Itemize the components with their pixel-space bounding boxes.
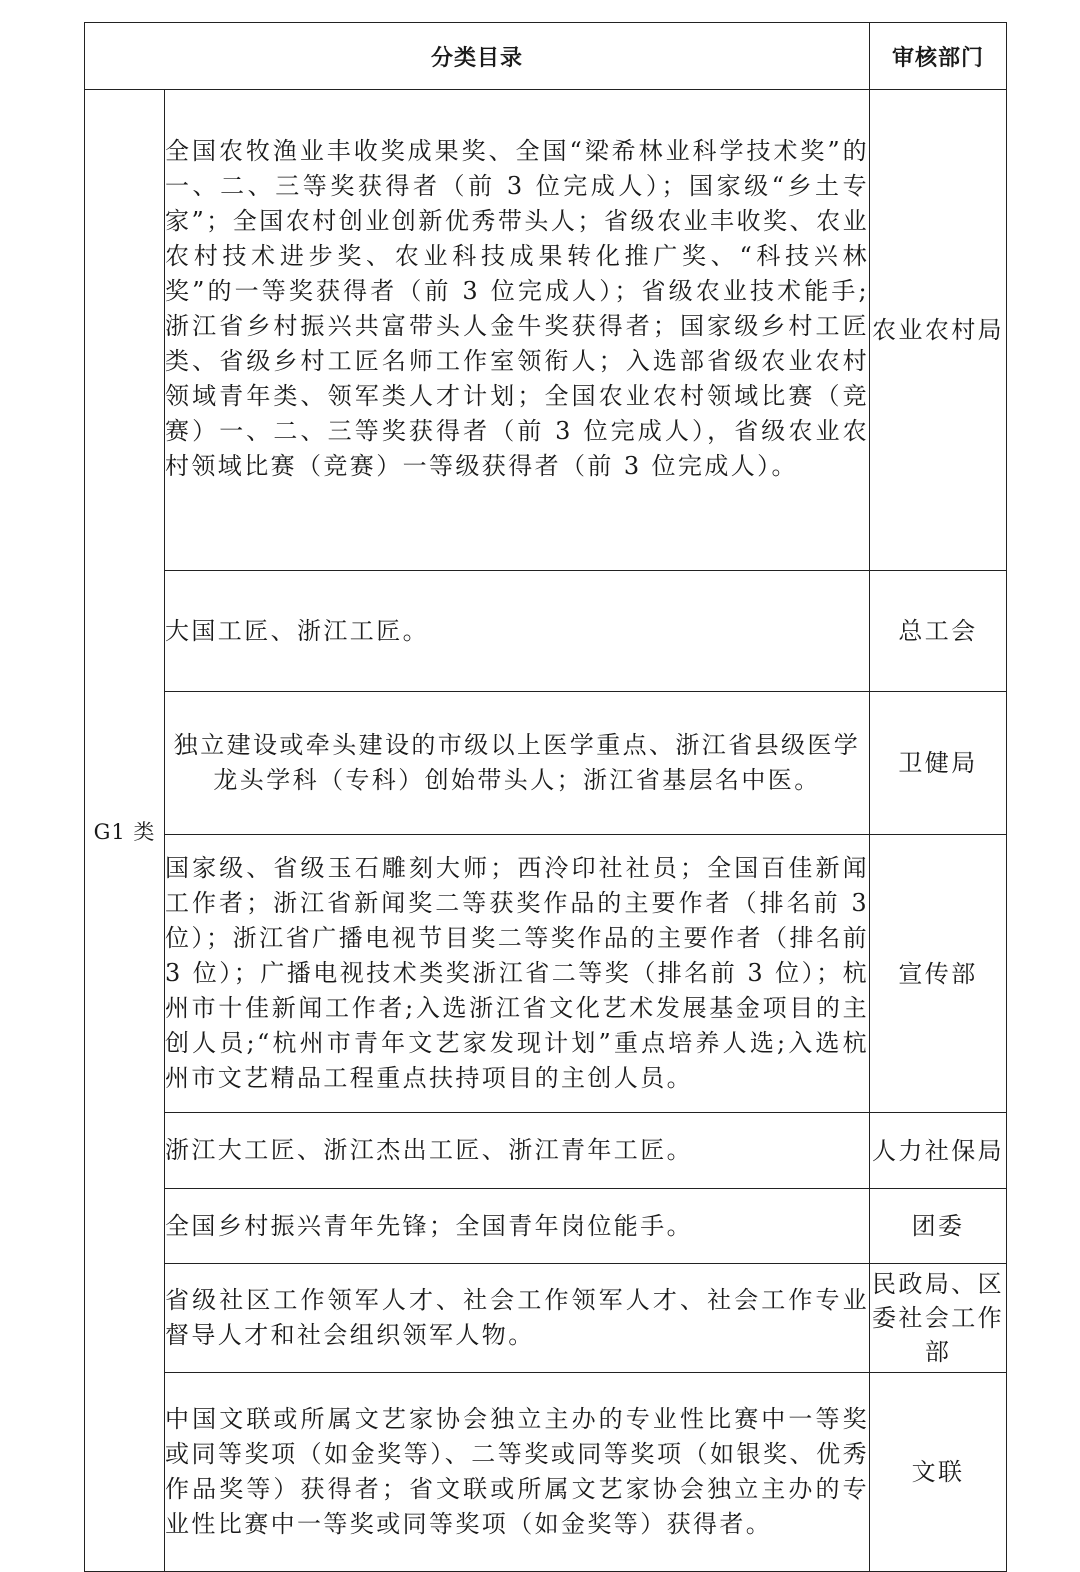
table-row [85, 835, 1007, 1113]
row-content: 省级社区工作领军人才、社会工作领军人才、社会工作专业督导人才和社会组织领军人物。 [165, 1264, 870, 1373]
row-content: 大国工匠、浙江工匠。 [165, 571, 870, 692]
row-content: 全国乡村振兴青年先锋；全国青年岗位能手。 [165, 1189, 870, 1264]
class-label: G1 类 [85, 90, 165, 1572]
row-department: 人力社保局 [870, 1113, 1007, 1189]
row-department: 总工会 [870, 571, 1007, 692]
table-row [85, 1373, 1007, 1572]
row-content: 中国文联或所属文艺家协会独立主办的专业性比赛中一等奖或同等奖项（如金奖等）、二等奖或同等奖项（如银奖、优秀作品奖等）获得者；省文联或所属文艺家协会独立主办的专业性比赛中一等奖或同等奖项（如金奖等）获得者。 [165, 1373, 870, 1572]
row-department: 团委 [870, 1189, 1007, 1264]
row-content: 浙江大工匠、浙江杰出工匠、浙江青年工匠。 [165, 1113, 870, 1189]
row-content: 国家级、省级玉石雕刻大师；西泠印社社员；全国百佳新闻工作者；浙江省新闻奖二等获奖作品的主要作者（排名前 3 位）；浙江省广播电视节目奖二等奖作品的主要作者（排名前 3 位）；广播电视技术类奖浙江省二等奖（排名前 3 位）；杭州市十佳新闻工作者;入选浙江省文化艺术发展基金项目的主创人员;“杭州市青年文艺家发现计划”重点培养人选;入选杭州市文艺精品工程重点扶持项目的主创人员。 [165, 835, 870, 1113]
catalog-table [84, 22, 1007, 1572]
row-content: 独立建设或牵头建设的市级以上医学重点、浙江省县级医学龙头学科（专科）创始带头人；浙江省基层名中医。 [165, 692, 870, 835]
row-content: 全国农牧渔业丰收奖成果奖、全国“梁希林业科学技术奖”的一、二、三等奖获得者（前 3 位完成人）；国家级“乡土专家”；全国农村创业创新优秀带头人；省级农业丰收奖、农业农村技术进步奖、农业科技成果转化推广奖、“科技兴林奖”的一等奖获得者（前 3 位完成人）；省级农业技术能手;浙江省乡村振兴共富带头人金牛奖获得者；国家级乡村工匠类、省级乡村工匠名师工作室领衔人；入选部省级农业农村领域青年类、领军类人才计划；全国农业农村领域比赛（竞赛）一、二、三等奖获得者（前 3 位完成人），省级农业农村领域比赛（竞赛）一等级获得者（前 3 位完成人）。 [165, 90, 870, 571]
row-department: 文联 [870, 1373, 1007, 1572]
table-row [85, 1113, 1007, 1189]
table-row [85, 571, 1007, 692]
row-department: 民政局、区委社会工作部 [870, 1264, 1007, 1373]
row-department: 农业农村局 [870, 90, 1007, 571]
header-department: 审核部门 [870, 23, 1007, 90]
table-row [85, 1189, 1007, 1264]
row-department: 卫健局 [870, 692, 1007, 835]
table-row [85, 90, 1007, 571]
header-category: 分类目录 [85, 23, 870, 90]
table-row [85, 692, 1007, 835]
row-department: 宣传部 [870, 835, 1007, 1113]
table-row [85, 1264, 1007, 1373]
header-row [85, 23, 1007, 90]
